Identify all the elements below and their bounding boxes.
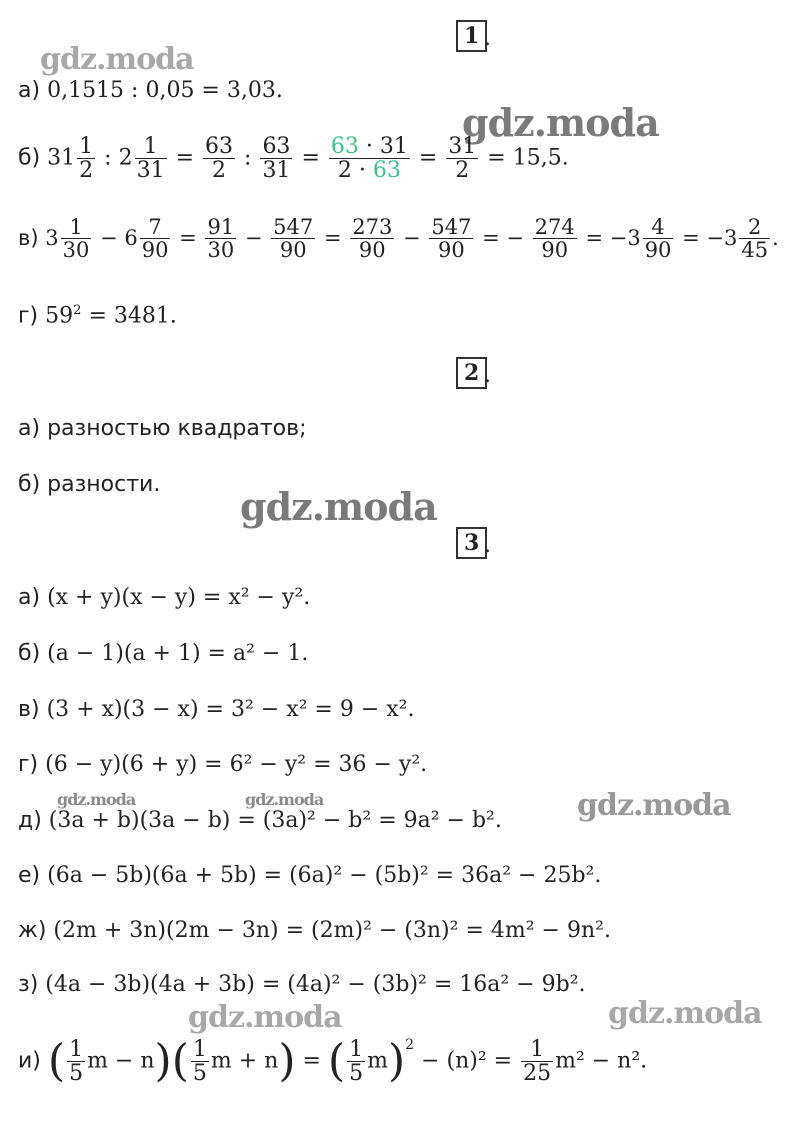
answer-3a: а) (x + y)(x − y) = x² − y². xyxy=(18,585,311,610)
watermark: gdz.moda xyxy=(245,790,324,809)
answer-3b: б) (a − 1)(a + 1) = a² − 1. xyxy=(18,641,309,666)
answer-2b: б) разности. xyxy=(18,472,161,497)
watermark: gdz.moda xyxy=(188,1000,342,1035)
watermark: gdz.moda xyxy=(608,996,762,1031)
section-number-dot: . xyxy=(484,533,491,558)
watermark: gdz.moda xyxy=(577,788,731,823)
watermark: gdz.moda xyxy=(462,100,659,145)
answer-3v: в) (3 + x)(3 − x) = 3² − x² = 9 − x². xyxy=(18,697,415,722)
watermark: gdz.moda xyxy=(40,42,194,77)
answer-3zh: ж) (2m + 3n)(2m − 3n) = (2m)² − (3n)² = 4m² − 9n². xyxy=(18,918,611,943)
answer-1b: б) 31 $\frac{1}{2}$ : 2 $\frac{1}{31}$ = $\frac{63}{2}$ : $\frac{63}{31}$ = $\frac{63 \cdot 31}{2 \cdot 63}$ = $\frac{31}{2}$ = 15,5. xyxy=(18,134,569,184)
answer-1g: г) $59^2 = 3481$. xyxy=(18,303,177,329)
section-number-box: 2 xyxy=(456,357,487,389)
answer-3z: з) (4a − 3b)(4a + 3b) = (4a)² − (3b)² = 16a² − 9b². xyxy=(18,972,586,997)
section-number-dot: . xyxy=(484,26,491,51)
answer-3g: г) (6 − y)(6 + y) = 6² − y² = 36 − y². xyxy=(18,752,428,777)
answer-3i: и) ( $\frac{1}{5}$ m − n)( $\frac{1}{5}$ m + n) = ( $\frac{1}{5}$ m)$^2$ − (n)² = $\frac{1}{25}$ m² − n². xyxy=(18,1035,648,1087)
answer-1v: в) 3 $\frac{1}{30}$ − 6 $\frac{7}{90}$ = $\frac{91}{30}$ − $\frac{547}{90}$ = $\frac{273}{90}$ − $\frac{547}{90}$ = − $\frac{274}{90}$ = −3 $\frac{4}{90}$ = −3 $\frac{2}{45}$ . xyxy=(18,215,779,263)
watermark: gdz.moda xyxy=(57,790,136,809)
answer-1a: а) 0,1515 : 0,05 = 3,03. xyxy=(18,78,283,103)
answer-3d: д) (3a + b)(3a − b) = (3a)² − b² = 9a² − b². xyxy=(18,808,502,833)
watermark: gdz.moda xyxy=(240,484,437,529)
section-number-box: 3 xyxy=(456,527,487,559)
answer-3e: е) (6a − 5b)(6a + 5b) = (6a)² − (5b)² = 36a² − 25b². xyxy=(18,863,602,888)
section-number-box: 1 xyxy=(456,20,487,52)
answer-2a: а) разностью квадратов; xyxy=(18,416,307,441)
section-number-dot: . xyxy=(484,363,491,388)
